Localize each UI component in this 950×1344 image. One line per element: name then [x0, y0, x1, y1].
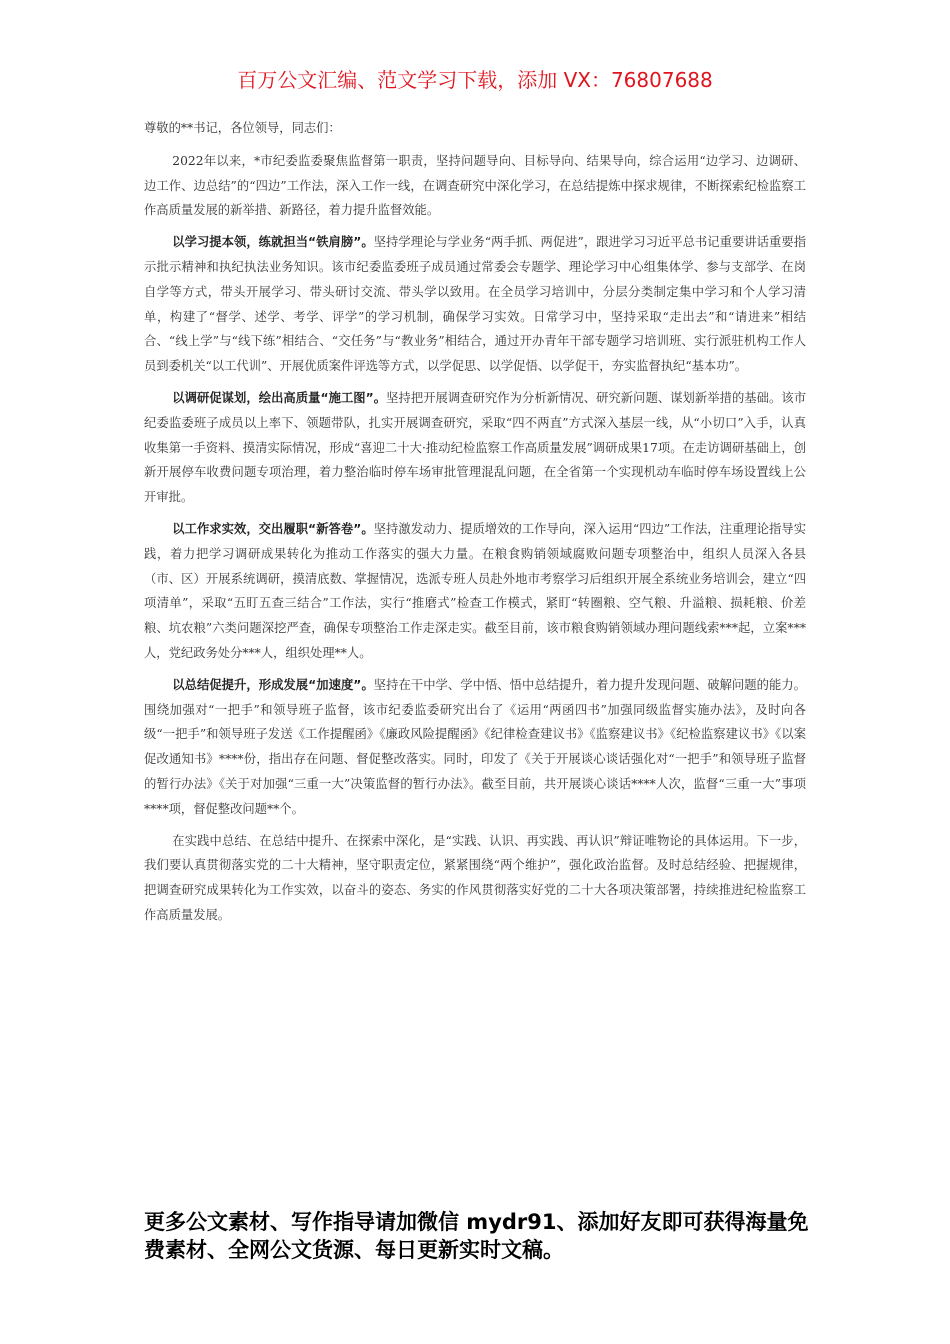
greeting: 尊敬的**书记，各位领导，同志们： [144, 121, 341, 135]
section-body: 坚持学理论与学业务“两手抓、两促进”，跟进学习习近平总书记重要讲话重要指示批示精神和执纪执法业务知识。该市纪委监委班子成员通过常委会专题学、理论学习中心组集体学、参与支部学、在岗自学等方式，带头开展学习、带头研讨交流、带头学以致用。在全员学习培训中，分层分类制定集中学习和个人学习清单，构建了“督学、述学、考学、评学”的学习机制，确保学习实效。日常学习中，坚持采取“走出去”和“请进来”相结合、“线上学”与“线下练”相结合、“交任务”与“教业务”相结合，通过开办青年干部专题学习培训班、实行派驻机构工作人员到委机关“以工代训”、开展优质案件评选等方式，以学促思、以学促悟、以学促干，夯实监督执纪“基本功”。 [144, 235, 807, 374]
document-body [144, 116, 806, 935]
section-paragraph [144, 517, 806, 666]
section-paragraph [144, 386, 806, 510]
section-body: 坚持激发动力、提质增效的工作导向，深入运用“四边”工作法，注重理论指导实践，着力把学习调研成果转化为推动工作落实的强大力量。在粮食购销领域腐败问题专项整治中，组织人员深入各县（市、区）开展系统调研，摸清底数、掌握情况，选派专班人员赴外地市考察学习后组织开展全系统业务培训会，建立“四项清单”，采取“五盯五查三结合”工作法，实行“推磨式”检查工作模式，紧盯“转圈粮、空气粮、升溢粮、损耗粮、价差粮、坑农粮”六类问题深挖严查，确保专项整治工作走深走实。截至目前，该市粮食购销领域办理问题线索***起，立案***人，党纪政务处分***人，组织处理**人。 [144, 521, 807, 660]
section-lead: 以调研促谋划，绘出高质量“施工图”。 [172, 390, 387, 405]
intro-paragraph: 2022年以来，*市纪委监委聚焦监督第一职责，坚持问题导向、目标导向、结果导向，综合运用“边学习、边调研、边工作、边总结”的“四边”工作法，深入工作一线，在调查研究中深化学习，在总结提炼中探求规律，不断探索纪检监察工作高质量发展的新举措、新路径，着力提升监督效能。 [144, 153, 806, 218]
conclusion-paragraph: 在实践中总结、在总结中提升、在探索中深化，是“实践、认识、再实践、再认识”辩证唯物论的具体运用。下一步，我们要认真贯彻落实党的二十大精神，坚守职责定位，紧紧围绕“两个维护”，强化政治监督。及时总结经验、把握规律，把调查研究成果转化为工作实效，以奋斗的姿态、务实的作风贯彻落实好党的二十大各项决策部署，持续推进纪检监察工作高质量发展。 [144, 833, 806, 922]
promo-header: 百万公文汇编、范文学习下载，添加 VX：76807688 [237, 68, 713, 92]
promo-footer: 更多公文素材、写作指导请加微信 mydr91、添加好友即可获得海量免费素材、全网公文货源、每日更新实时文稿。 [144, 1210, 809, 1262]
section-lead: 以工作求实效，交出履职“新答卷”。 [172, 521, 374, 536]
section-lead: 以总结促提升，形成发展“加速度”。 [172, 677, 374, 692]
section-body: 坚持把开展调查研究作为分析新情况、研究新问题、谋划新举措的基础。该市纪委监委班子成员以上率下、领题带队，扎实开展调查研究，采取“四不两直”方式深入基层一线，从“小切口”入手，认真收集第一手资料、摸清实际情况，形成“喜迎二十大·推动纪检监察工作高质量发展”调研成果17项。在走访调研基础上，创新开展停车收费问题专项治理，着力整治临时停车场审批管理混乱问题，在全省第一个实现机动车临时停车场设置线上公开审批。 [144, 390, 806, 505]
section-body: 坚持在干中学、学中悟、悟中总结提升，着力提升发现问题、破解问题的能力。围绕加强对“一把手”和领导班子监督，该市纪委监委研究出台了《运用“两函四书”加强同级监督实施办法》，及时向各级“一把手”和领导班子发送《工作提醒函》《廉政风险提醒函》《纪律检查建议书》《监察建议书》《纪检监察建议书》《以案促改通知书》****份，指出存在问题、督促整改落实。同时，印发了《关于开展谈心谈话强化对“一把手”和领导班子监督的暂行办法》《关于对加强“三重一大”决策监督的暂行办法》。截至目前，共开展谈心谈话****人次，监督“三重一大”事项****项，督促整改问题**个。 [144, 677, 806, 816]
section-lead: 以学习提本领，练就担当“铁肩膀”。 [172, 235, 374, 250]
section-paragraph [144, 230, 806, 379]
section-paragraph [144, 673, 806, 822]
